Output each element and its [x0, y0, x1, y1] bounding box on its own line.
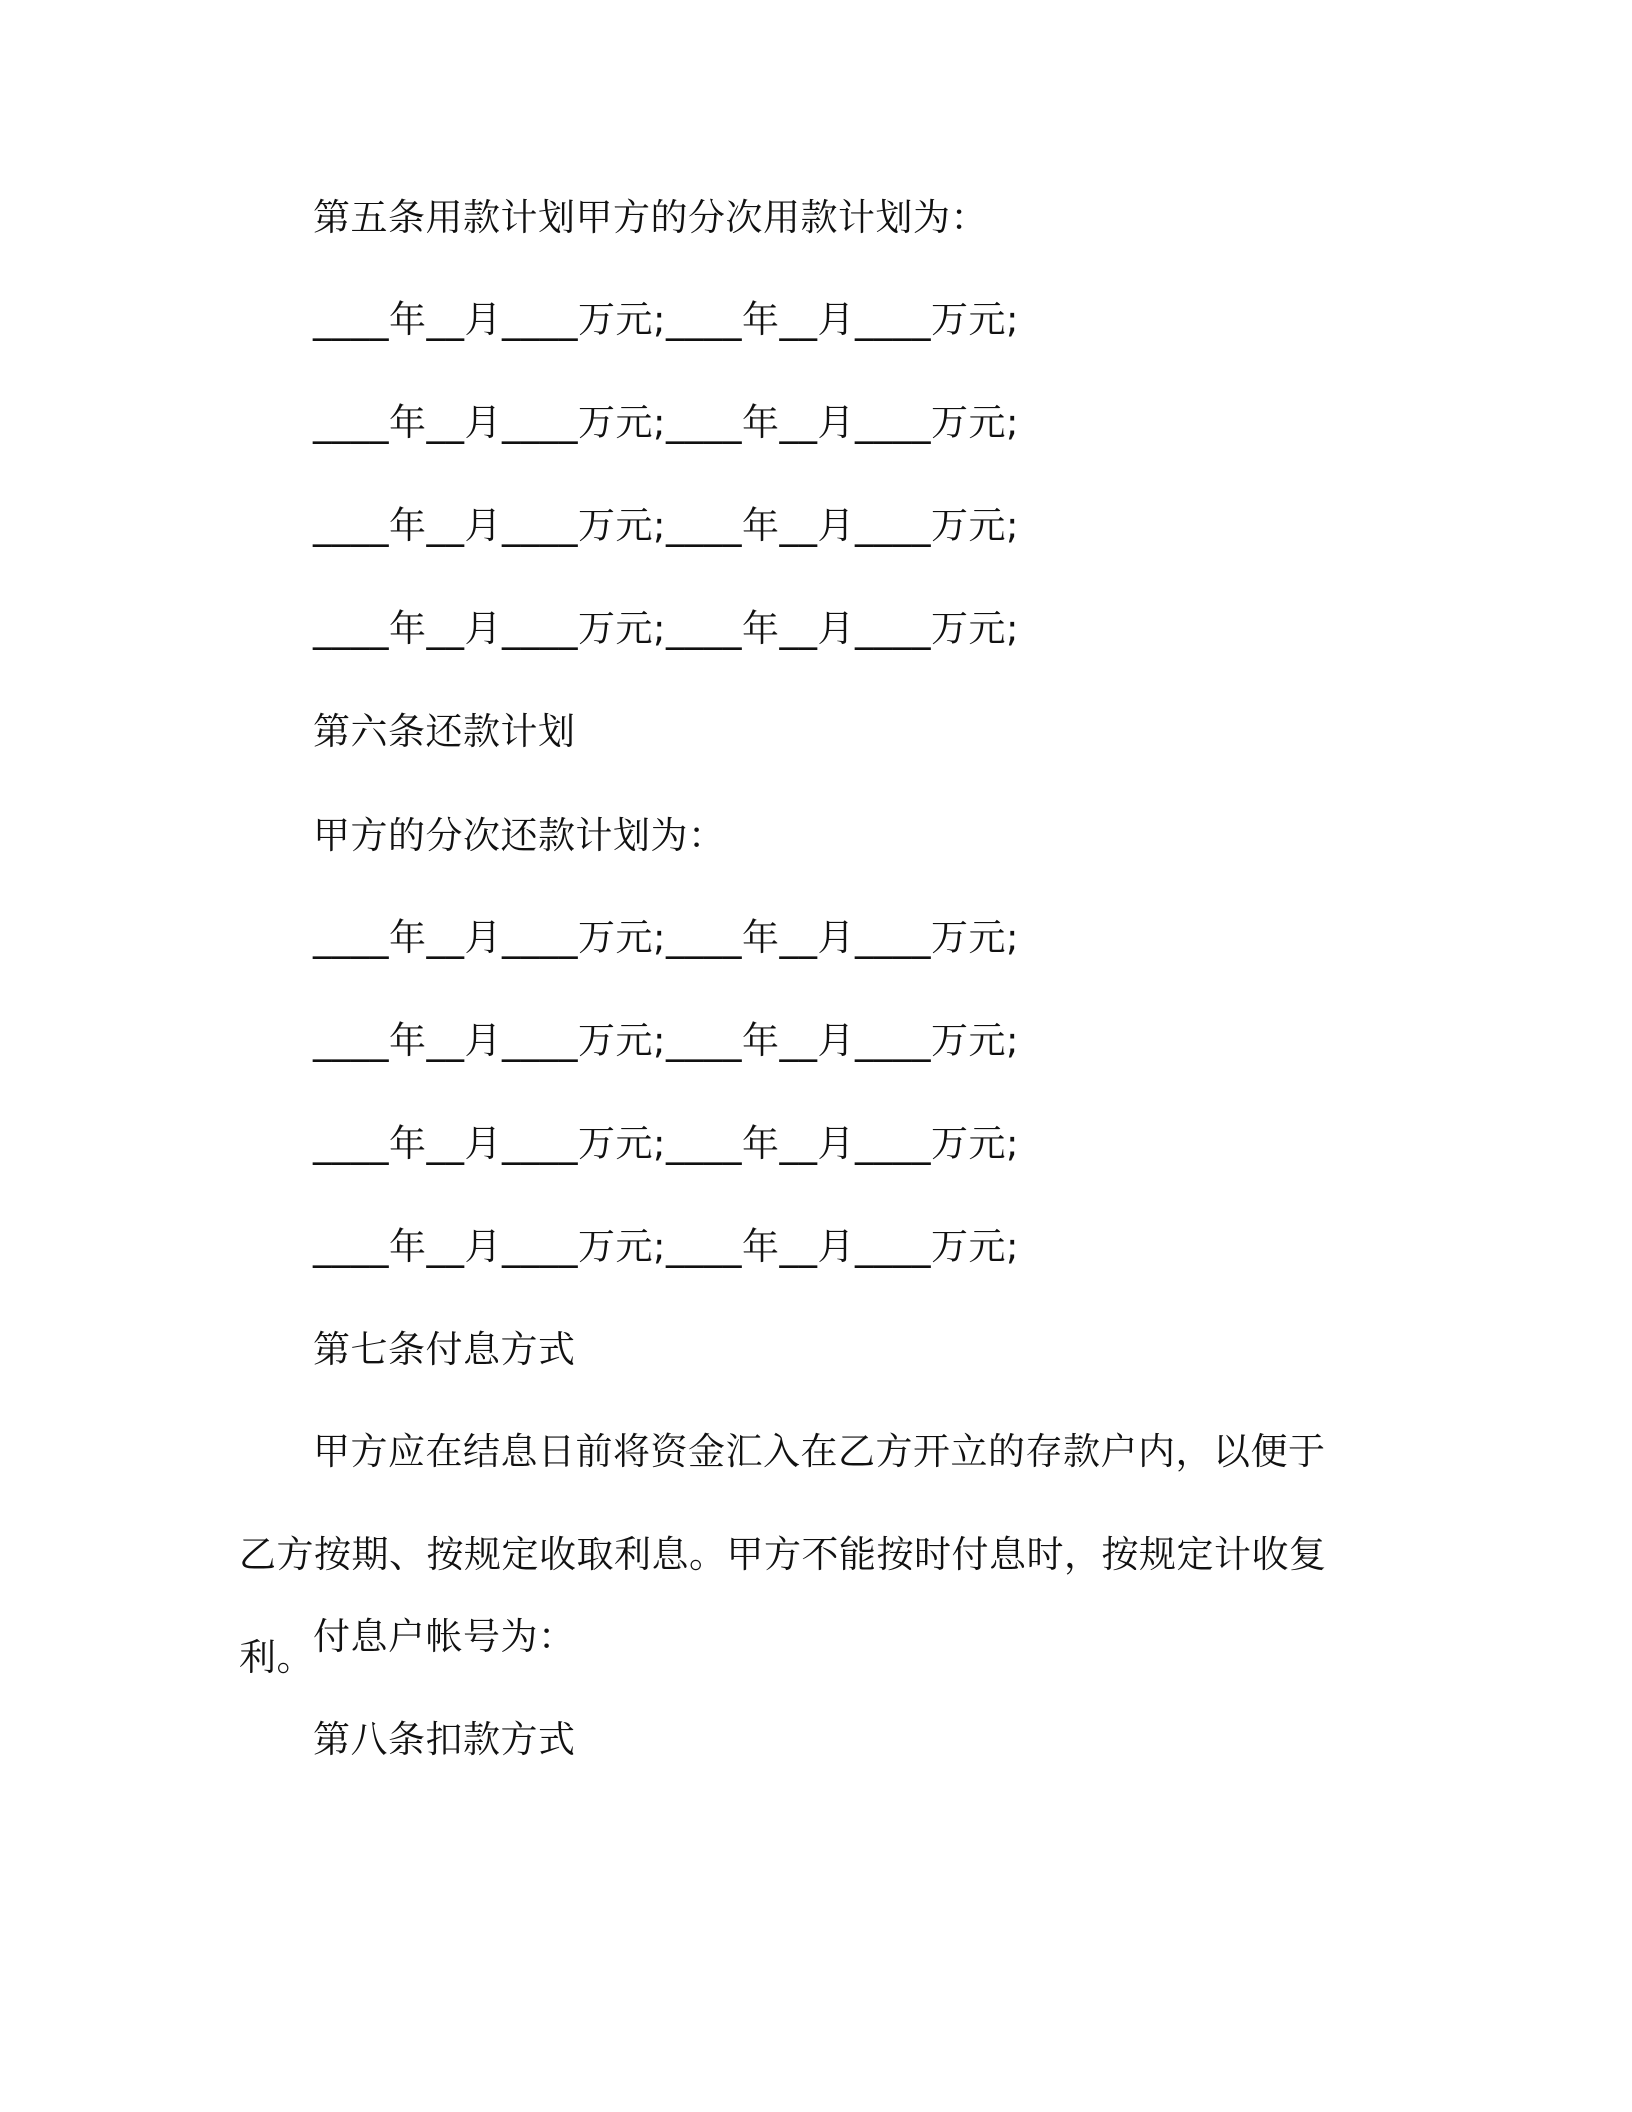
- article6-schedule-row-2: ____年__月____万元;____年__月____万元;: [313, 1019, 1019, 1062]
- article7-body: 甲方应在结息日前将资金汇入在乙方开立的存款户内，以便于乙方按期、按规定收取利息。甲方不能按时付息时，按规定计收复利。: [239, 1430, 1327, 1679]
- article5-title: 第五条用款计划甲方的分次用款计划为：: [313, 196, 988, 239]
- article5-schedule-row-3: ____年__月____万元;____年__月____万元;: [313, 504, 1019, 547]
- article8-title: 第八条扣款方式: [313, 1718, 576, 1761]
- article6-intro: 甲方的分次还款计划为：: [313, 814, 726, 857]
- article7-account: 付息户帐号为：: [313, 1615, 576, 1658]
- article7-title: 第七条付息方式: [313, 1328, 576, 1371]
- article5-schedule-row-4: ____年__月____万元;____年__月____万元;: [313, 607, 1019, 650]
- article6-schedule-row-1: ____年__月____万元;____年__月____万元;: [313, 916, 1019, 959]
- article5-schedule-row-2: ____年__月____万元;____年__月____万元;: [313, 401, 1019, 444]
- article6-title: 第六条还款计划: [313, 710, 576, 753]
- article6-schedule-row-4: ____年__月____万元;____年__月____万元;: [313, 1225, 1019, 1268]
- article6-schedule-row-3: ____年__月____万元;____年__月____万元;: [313, 1122, 1019, 1165]
- article5-schedule-row-1: ____年__月____万元;____年__月____万元;: [313, 298, 1019, 341]
